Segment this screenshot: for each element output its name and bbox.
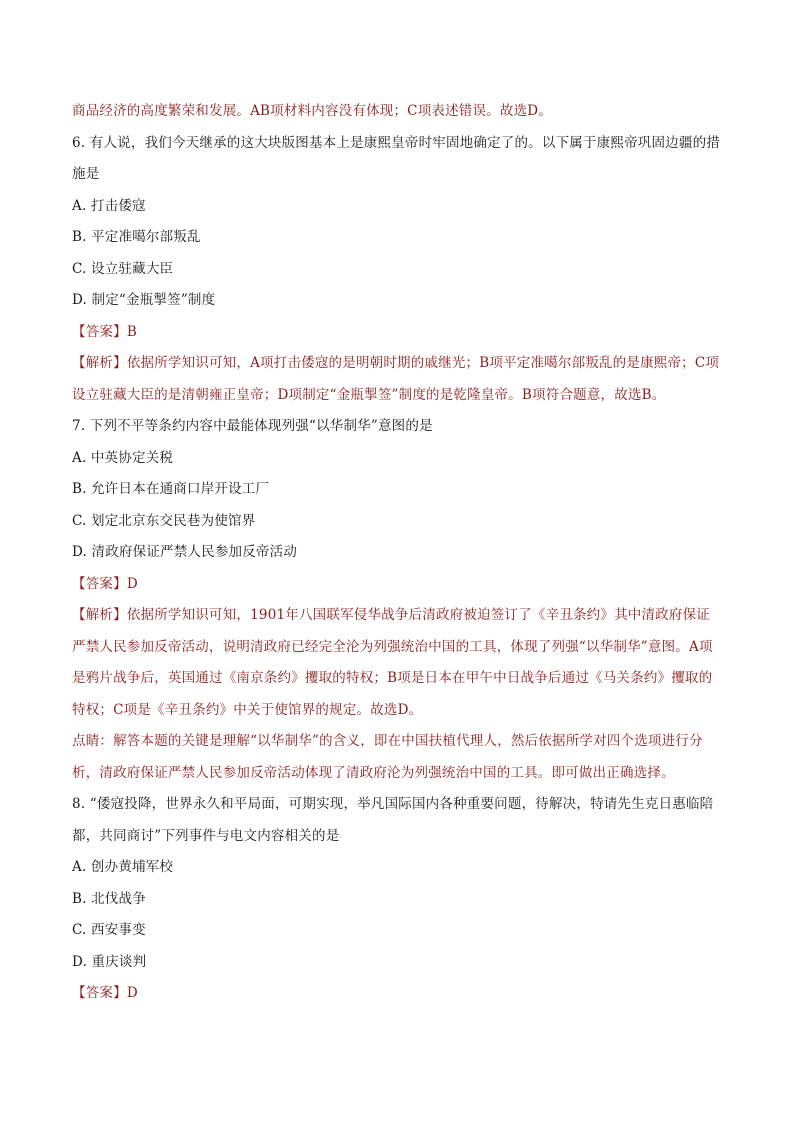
q6-option-d: D. 制定“金瓶掣签”制度	[72, 292, 216, 308]
analysis-text: 依据所学知识可知，1901年八国联军侵华战争后清政府被迫签订了《辛丑条约》其中清政府保证严禁人民参加反帝活动，说明清政府已经完全沦为列强统治中国的工具，体现了列强“以华制华”意图。A项是鸦片战争后，英国通过《南京条约》攫取的特权；B项是日本在甲午中日战争后通过《马关条约》攫取的特权；C项是《辛丑条约》中关于使馆界的规定。故选D。	[72, 607, 713, 718]
q5-analysis-tail: 商品经济的高度繁荣和发展。AB项材料内容没有体现；C项表述错误。故选D。	[72, 103, 553, 119]
q8-option-b: B. 北伐战争	[72, 890, 146, 907]
q6-stem: 6. 有人说，我们今天继承的这大块版图基本上是康熙皇帝时牢固地确定了的。以下属于康熙帝巩固边疆的措施是	[72, 134, 720, 182]
answer-tag: 【答案】	[72, 323, 127, 340]
q7-tip: 点睛：解答本题的关键是理解“以华制华”的含义，即在中国扶植代理人，然后依据所学对四个选项进行分析，清政府保证严禁人民参加反帝活动体现了清政府沦为列强统治中国的工具。即可做出正确选择。	[72, 733, 703, 781]
q7-stem: 7. 下列不平等条约内容中最能体现列强“以华制华”意图的是	[72, 418, 433, 434]
q8-option-c: C. 西安事变	[72, 922, 146, 938]
q7-answer	[72, 569, 722, 601]
q8-option-d: D. 重庆谈判	[72, 953, 147, 970]
q7-analysis	[72, 600, 722, 726]
q7-option-c: C. 划定北京东交民巷为使馆界	[72, 512, 256, 529]
q7-option-a: A. 中英协定关税	[72, 449, 174, 466]
q8-answer	[72, 978, 722, 1010]
q6-answer	[72, 317, 722, 349]
q8-option-a: A. 创办黄埔军校	[72, 859, 174, 875]
answer-value: B	[126, 323, 137, 340]
q6-analysis	[72, 348, 722, 411]
q7-option-d: D. 清政府保证严禁人民参加反帝活动	[72, 544, 298, 560]
analysis-tag: 【解析】	[72, 355, 127, 371]
document-page	[72, 96, 722, 1010]
answer-value: D	[126, 985, 138, 1001]
analysis-tag: 【解析】	[72, 607, 127, 623]
analysis-text: 依据所学知识可知，A项打击倭寇的是明朝时期的戚继光；B项平定准噶尔部叛乱的是康熙帝；C项设立驻藏大臣的是清朝雍正皇帝；D项制定“金瓶掣签”制度的是乾隆皇帝。B项符合题意，故选B。	[72, 355, 720, 403]
q6-option-b: B. 平定准噶尔部叛乱	[72, 229, 201, 245]
answer-tag: 【答案】	[72, 985, 127, 1001]
answer-value: D	[126, 575, 138, 592]
q8-stem: 8. “倭寇投降，世界永久和平局面，可期实现，举凡国际国内各种重要问题，待解决，特请先生克日惠临陪都，共同商讨”下列事件与电文内容相关的是	[72, 796, 714, 844]
q7-option-b: B. 允许日本在通商口岸开设工厂	[72, 481, 270, 497]
q6-option-c: C. 设立驻藏大臣	[72, 260, 174, 277]
q6-option-a: A. 打击倭寇	[72, 197, 146, 214]
answer-tag: 【答案】	[72, 575, 127, 592]
